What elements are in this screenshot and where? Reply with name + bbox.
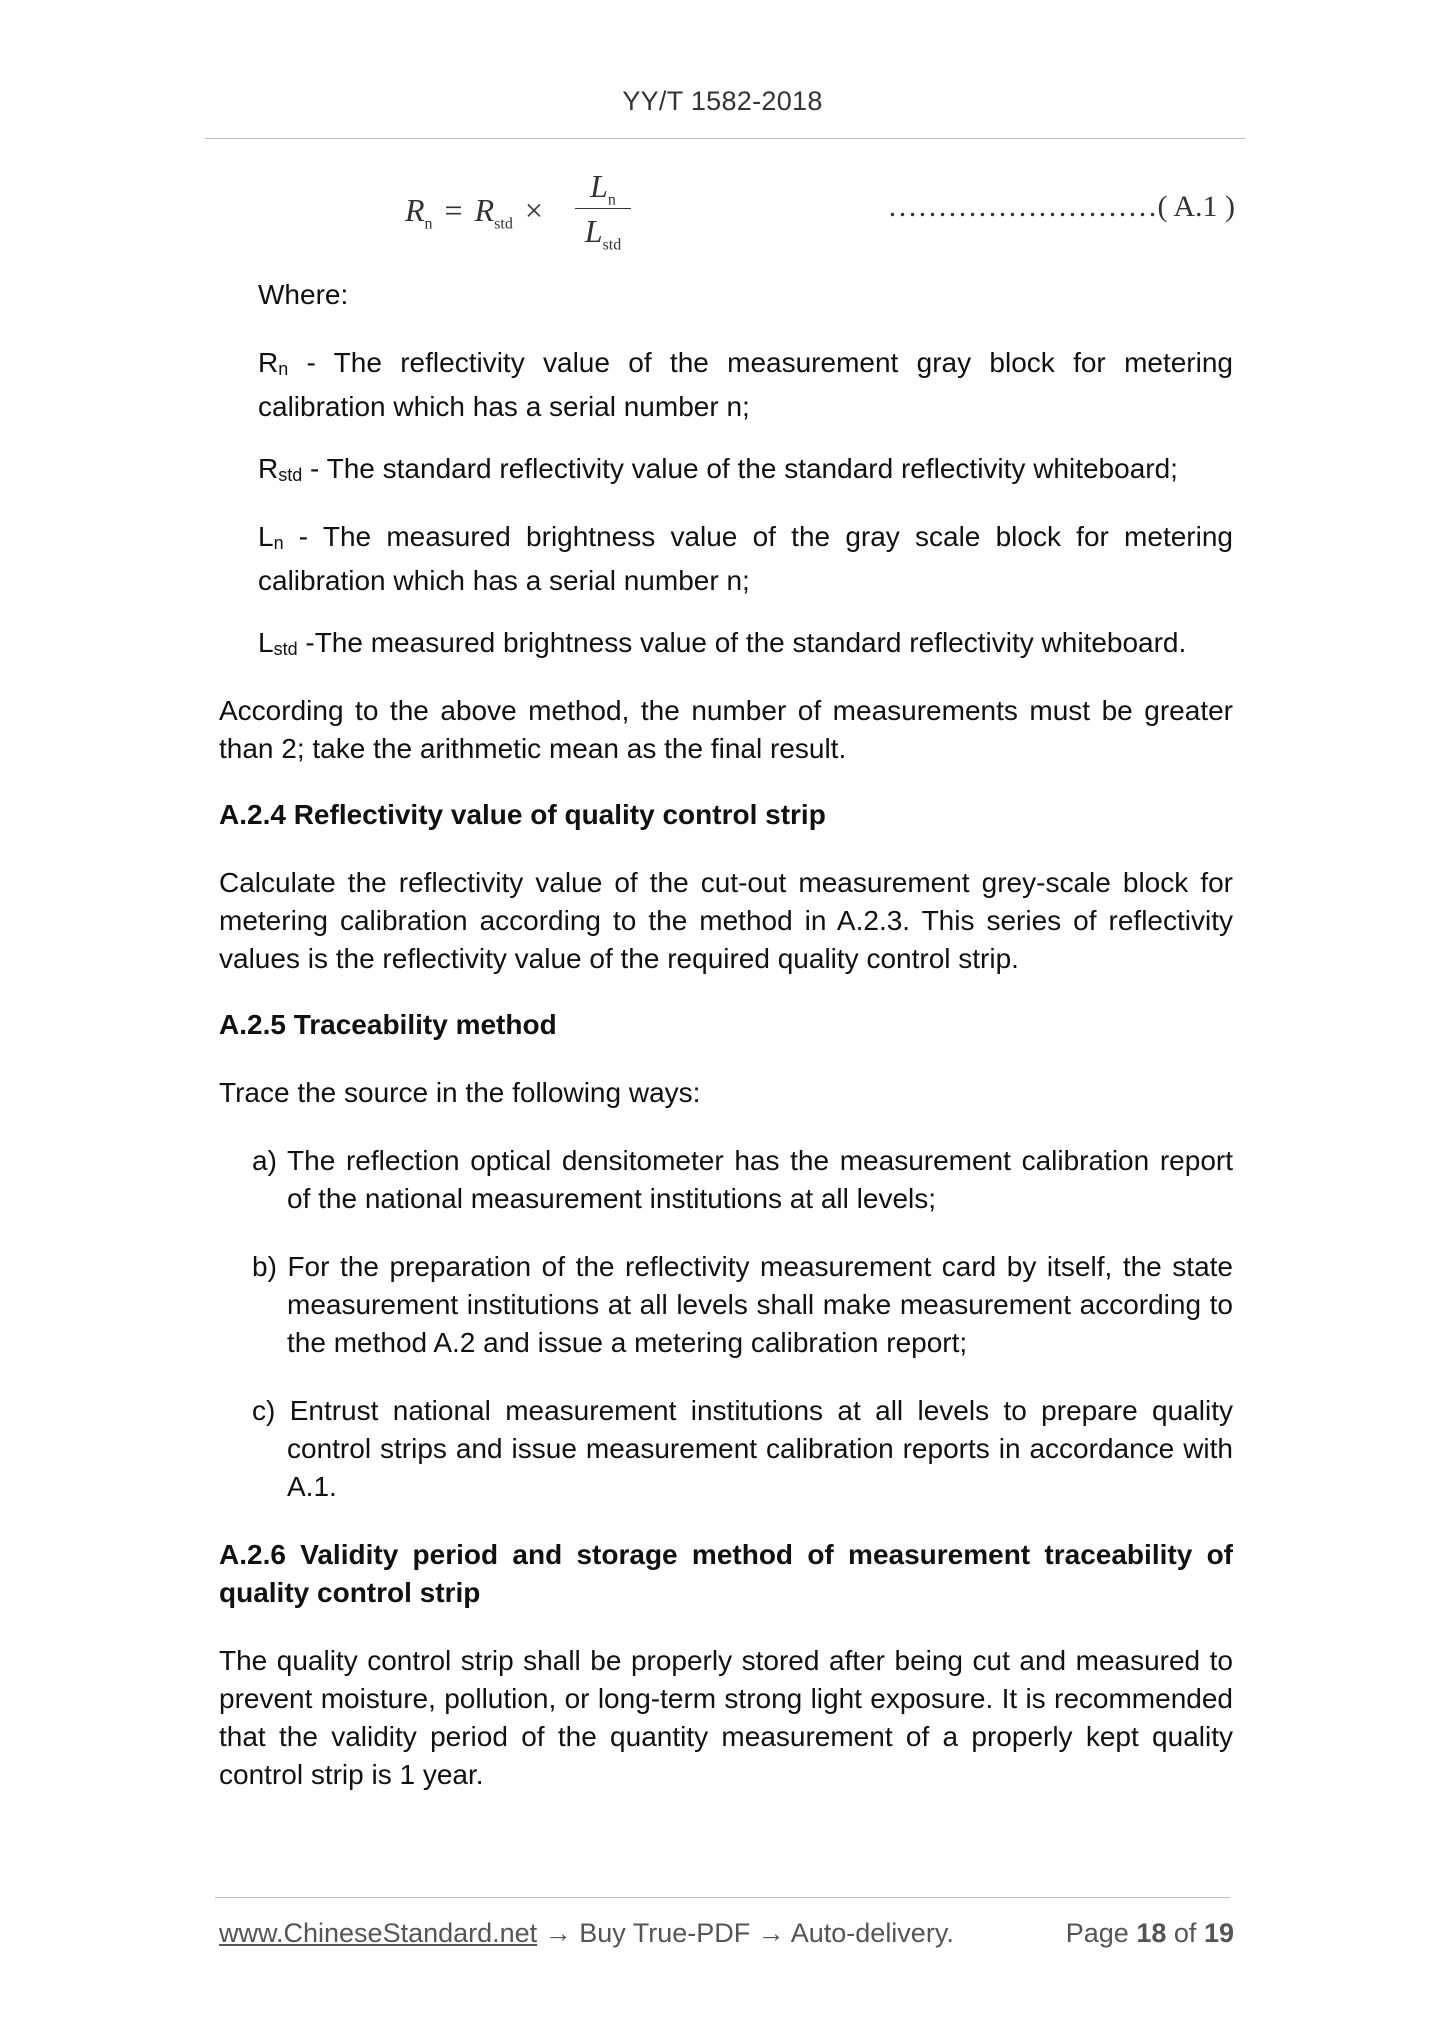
- definition-ln: $L_n$ - The measured brightness value of the gray scale block for metering calibration which has a serial number n;: [258, 521, 1233, 596]
- definition-lstd: $L_{std}$ -The measured brightness value of the standard reflectivity whiteboard.: [258, 627, 1187, 659]
- section-a25-heading: A.2.5 Traceability method: [219, 1009, 557, 1040]
- list-item-b: b) For the preparation of the reflectivity measurement card by itself, the state measurement institutions at all levels shall make measurement according to the method A.2 and issue a metering calibration report;: [252, 1251, 1233, 1358]
- section-a24-body: Calculate the reflectivity value of the cut-out measurement grey-scale block for metering calibration according to the method in A.2.3. This series of reflectivity values is the reflectivity value of the required quality control strip.: [219, 867, 1233, 974]
- formula-lhs: $R_n = R_{std}$ ×: [405, 192, 543, 233]
- section-a26-body: The quality control strip shall be properly stored after being cut and measured to prevent moisture, pollution, or long-term strong light exposure. It is recommended that the validity period of the quantity measurement of a properly kept quality control strip is 1 year.: [219, 1645, 1233, 1790]
- footer-divider: [215, 1897, 1230, 1898]
- definition-rstd: $R_{std}$ - The standard reflectivity value of the standard reflectivity whiteboard;: [258, 453, 1178, 485]
- list-item-a: a) The reflection optical densitometer has the measurement calibration report of the national measurement institutions at all levels;: [252, 1145, 1233, 1214]
- section-a25-intro: Trace the source in the following ways:: [219, 1077, 701, 1108]
- website-link[interactable]: www.ChineseStandard.net: [219, 1918, 538, 1948]
- equation-number: ………………………( A.1 ): [887, 190, 1235, 223]
- total-pages: 19: [1203, 1918, 1234, 1948]
- mean-paragraph: According to the above method, the number of measurements must be greater than 2; take the arithmetic mean as the final result.: [219, 695, 1233, 764]
- fraction-bar: [575, 208, 631, 209]
- page-footer: [219, 1918, 1234, 1949]
- footer-tagline: → Buy True-PDF → Auto-delivery.: [537, 1918, 954, 1948]
- formula-denominator: $L_{std}$: [584, 213, 622, 254]
- formula-numerator: $L_n$: [590, 168, 616, 209]
- definition-rn: $R_n$ - The reflectivity value of the measurement gray block for metering calibration which has a serial number n;: [258, 347, 1233, 422]
- formula-fraction: [573, 168, 633, 254]
- header-divider: [205, 138, 1245, 139]
- document-code-header: YY/T 1582-2018: [622, 86, 823, 116]
- section-a24-heading: A.2.4 Reflectivity value of quality control strip: [219, 799, 826, 830]
- page-number: Page 18 of 19: [1065, 1918, 1234, 1948]
- section-a26-heading: A.2.6 Validity period and storage method of measurement traceability of quality control strip: [219, 1539, 1233, 1608]
- list-item-c: c) Entrust national measurement institutions at all levels to prepare quality control strips and issue measurement calibration reports in accordance with A.1.: [252, 1395, 1233, 1502]
- where-label: Where:: [258, 279, 349, 310]
- current-page: 18: [1136, 1918, 1167, 1948]
